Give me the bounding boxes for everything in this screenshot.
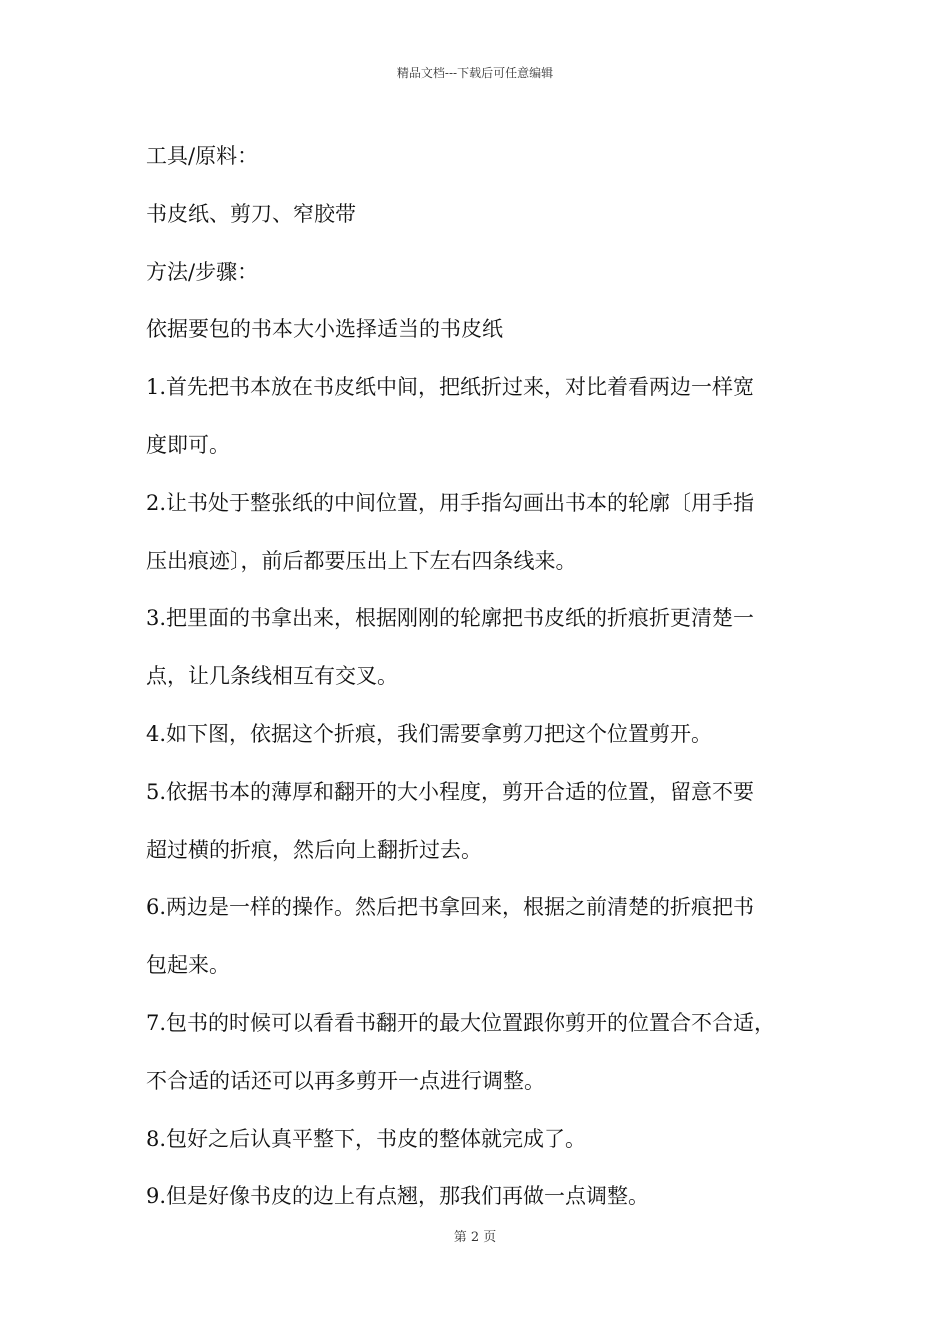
step-9-line-1: 9.但是好像书皮的边上有点翘，那我们再做一点调整。 — [146, 1184, 650, 1209]
step-4-line-1: 4.如下图，依据这个折痕，我们需要拿剪刀把这个位置剪开。 — [146, 721, 713, 746]
intro-line: 依据要包的书本大小选择适当的书皮纸 — [146, 317, 503, 342]
materials-heading: 工具/原料： — [146, 144, 259, 168]
step-7-line-1: 7.包书的时候可以看看书翻开的最大位置跟你剪开的位置合不合适， — [146, 1010, 776, 1035]
step-1-line-2: 度即可。 — [146, 432, 230, 457]
step-1-line-1: 1.首先把书本放在书皮纸中间，把纸折过来，对比着看两边一样宽 — [146, 375, 755, 400]
step-7-line-2: 不合适的话还可以再多剪开一点进行调整。 — [146, 1068, 545, 1093]
document-body — [146, 128, 814, 1226]
step-5-line-1: 5.依据书本的薄厚和翻开的大小程度，剪开合适的位置，留意不要 — [146, 779, 755, 804]
step-8-line-1: 8.包好之后认真平整下，书皮的整体就完成了。 — [146, 1126, 587, 1151]
step-2-line-1: 2.让书处于整张纸的中间位置，用手指勾画出书本的轮廓〔用手指 — [146, 490, 755, 515]
step-2-line-2: 压出痕迹〕，前后都要压出上下左右四条线来。 — [146, 548, 577, 573]
step-5-line-2: 超过横的折痕，然后向上翻折过去。 — [146, 837, 482, 862]
steps-heading: 方法/步骤： — [146, 259, 259, 284]
step-3-line-2: 点，让几条线相互有交叉。 — [146, 664, 398, 689]
materials-list: 书皮纸、剪刀、窄胶带 — [146, 201, 356, 226]
step-6-line-2: 包起来。 — [146, 953, 230, 978]
page-number: 第 2 页 — [453, 1230, 497, 1245]
step-3-line-1: 3.把里面的书拿出来，根据刚刚的轮廓把书皮纸的折痕折更清楚一 — [146, 606, 755, 631]
step-6-line-1: 6.两边是一样的操作。然后把书拿回来，根据之前清楚的折痕把书 — [146, 895, 755, 920]
page-header: 精品文档---下载后可任意编辑 — [396, 66, 554, 80]
